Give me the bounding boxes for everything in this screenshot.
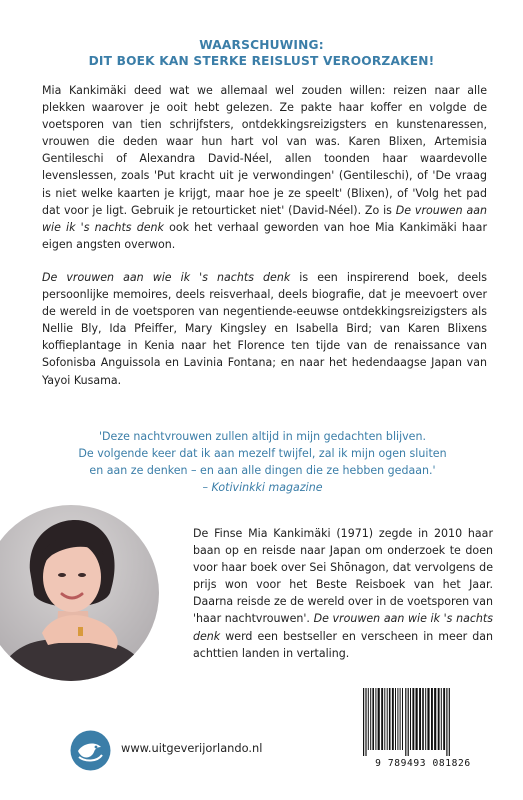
review-quote bbox=[40, 428, 485, 496]
book-blurb bbox=[42, 82, 487, 405]
blurb-paragraph-2 bbox=[42, 269, 487, 389]
book-title-italic: De vrouwen aan wie ik 's nachts denk bbox=[42, 270, 291, 284]
barcode-bar bbox=[408, 688, 409, 756]
barcode-bar bbox=[387, 688, 388, 750]
warning-heading bbox=[0, 37, 523, 69]
barcode-bar bbox=[441, 688, 442, 750]
quote-source: – Kotivinkki magazine bbox=[202, 481, 323, 495]
barcode-bar bbox=[446, 688, 447, 756]
barcode-bar bbox=[431, 688, 433, 750]
publisher-url[interactable]: www.uitgeverijorlando.nl bbox=[121, 741, 263, 755]
barcode-bar bbox=[365, 688, 366, 756]
book-title-italic: De vrouwen aan wie ik 's nachts denk bbox=[193, 612, 494, 643]
bio-text: De Finse Mia Kankimäki (1971) zegde in 2010 haar baan op en reisde naar Japan om onderzoek te doen voor haar boek over Sei Shōnagon, dat vervolgens de prijs won voor het Beste Reisboek van het Jaar. Daarna reisde ze de wereld over in de voetsporen van 'haar nachtvrouwen'. bbox=[193, 527, 493, 626]
barcode-bar bbox=[363, 688, 364, 756]
barcode-bar bbox=[402, 688, 403, 750]
barcode-bar bbox=[410, 688, 411, 750]
barcode-bar bbox=[375, 688, 376, 750]
blurb-paragraph-1 bbox=[42, 82, 487, 253]
barcode-bar bbox=[400, 688, 401, 750]
barcode-bar bbox=[372, 688, 374, 750]
blurb-text: is een inspirerend boek, deels persoonlijke memoires, deels reisverhaal, deels biografie, dat je meevoert over de wereld in de voetsporen van negentiende-eeuwse ontdekkingsreizigsters als Nellie Bly, Ida Pfeiffer, Mary Kingsley en Isabella Bird; van Karen Blixens koffieplantage in Kenia naar het Florence ten tijde van de renaissance van Sofonisba Anguissola en Lavinia Fontana; en naar het hedendaagse Japan van Yayoi Kusama. bbox=[42, 270, 487, 387]
warning-line-1: WAARSCHUWING: bbox=[199, 38, 324, 52]
author-photo bbox=[0, 493, 160, 693]
barcode-bar bbox=[395, 688, 396, 750]
barcode-bar bbox=[434, 688, 436, 750]
isbn-number: 9 789493 081826 bbox=[375, 758, 471, 769]
barcode-bar bbox=[449, 688, 450, 756]
author-bio bbox=[193, 525, 493, 662]
barcode-bar bbox=[427, 688, 429, 750]
barcode-bar bbox=[378, 688, 380, 750]
barcode-bars bbox=[363, 688, 487, 756]
barcode-bar bbox=[381, 688, 383, 750]
isbn-barcode bbox=[347, 676, 499, 776]
barcode-bar bbox=[368, 688, 369, 750]
barcode-bar bbox=[422, 688, 424, 750]
bird-logo-icon bbox=[69, 729, 112, 772]
quote-line-3: en aan ze denken – en aan alle dingen die ze hebben gedaan.' bbox=[89, 464, 436, 478]
blurb-text: Mia Kankimäki deed wat we allemaal wel zouden willen: reizen naar alle plekken waarover je ooit hebt gelezen. Ze pakte haar koffer en volgde de voetsporen van tien schrijfsters, ontdekkingsreizigsters en kunstenaressen, vrouwen die deden waar hun hart vol van was. Karen Blixen, Artemisia Gentileschi of Alexandra David-Néel, allen toonden haar waardevolle levenslessen, zoals 'Put kracht uit je verwondingen' (Gentileschi), of 'De vraag is niet welke kaarten je krijgt, maar hoe je ze speelt' (Blixen), of 'Volg het pad dat voor je ligt. Gebruik je retourticket niet' (David-Néel). Zo is bbox=[42, 84, 487, 217]
quote-line-2: De volgende keer dat ik aan mezelf twijfel, zal ik mijn ogen sluiten bbox=[78, 447, 447, 461]
barcode-bar bbox=[438, 688, 440, 750]
quote-line-1: 'Deze nachtvrouwen zullen altijd in mijn gedachten blijven. bbox=[98, 430, 426, 443]
barcode-bar bbox=[419, 688, 421, 750]
bio-text: werd een bestseller en verscheen in meer dan achttien landen in vertaling. bbox=[193, 629, 493, 660]
barcode-bar bbox=[397, 688, 398, 750]
barcode-bar bbox=[389, 688, 391, 750]
barcode-bar bbox=[405, 688, 406, 756]
barcode-bar bbox=[443, 688, 445, 750]
barcode-bar bbox=[392, 688, 394, 750]
barcode-bar bbox=[416, 688, 418, 750]
barcode-bar bbox=[370, 688, 371, 750]
blurb-text: ook het verhaal geworden van hoe Mia Kankimäki haar eigen angsten overwon. bbox=[42, 220, 487, 251]
warning-line-2: DIT BOEK KAN STERKE REISLUST VEROORZAKEN! bbox=[88, 54, 435, 68]
book-title-italic: De vrouwen aan wie ik 's nachts denk bbox=[42, 203, 487, 234]
barcode-bar bbox=[412, 688, 414, 750]
barcode-bar bbox=[425, 688, 426, 750]
barcode-bar bbox=[384, 688, 385, 750]
